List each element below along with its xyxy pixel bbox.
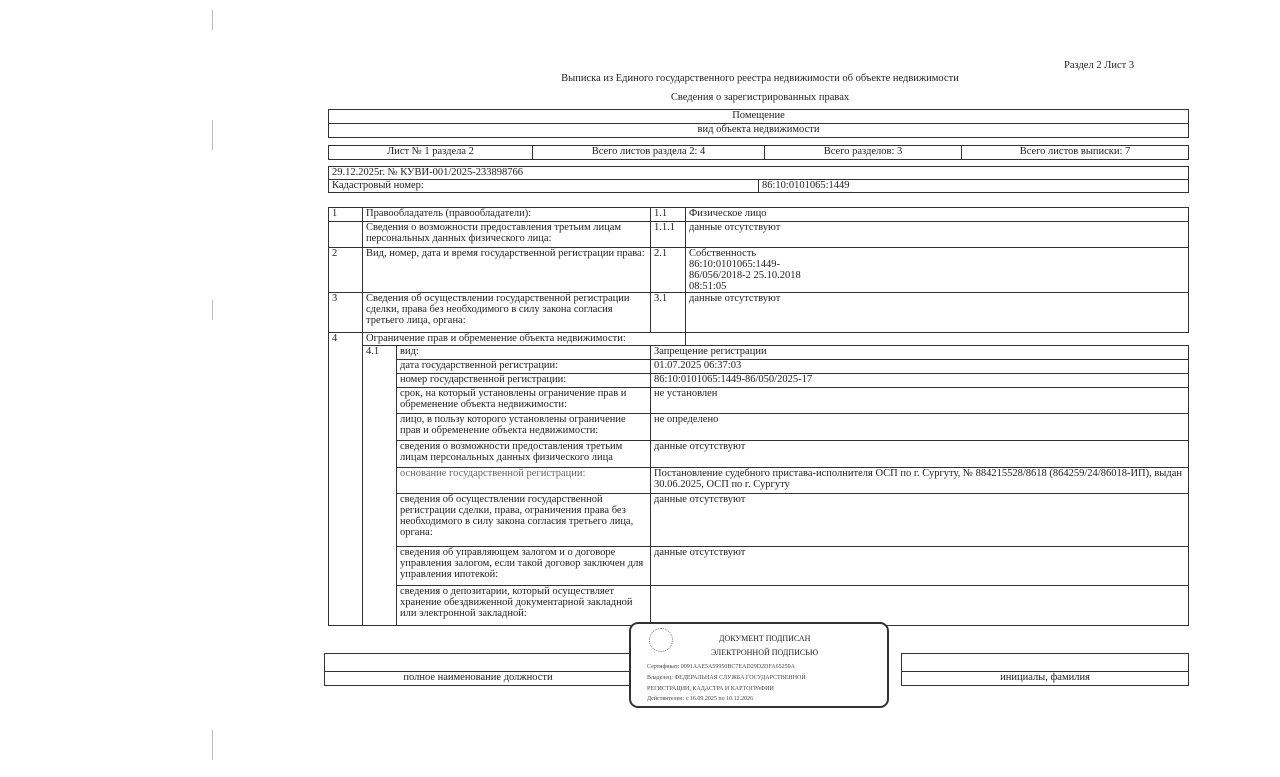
name-label: инициалы, фамилия (902, 672, 1189, 686)
document-title: Выписка из Единого государственного реестра недвижимости об объекте недвижимости (561, 73, 959, 84)
item-value (651, 586, 1189, 626)
stamp-certificate: Сертификат: 0091AAE5A59950BC7EAD29D2DFA65259A (647, 664, 795, 670)
row-code: 1.1.1 (651, 222, 686, 248)
item-label: срок, на который установлены ограничение прав и обременение объекта недвижимости: (397, 388, 651, 414)
object-kind-label: вид объекта недвижимости (329, 124, 1189, 138)
sheet-number: Лист № 1 раздела 2 (329, 146, 533, 160)
row-label: Сведения о возможности предоставления третьим лицам персональных данных физического лица: (363, 222, 651, 248)
stamp-line2: ЭЛЕКТРОННОЙ ПОДПИСЬЮ (711, 648, 819, 657)
row-number: 4 (329, 333, 363, 626)
row-value: Собственность 86:10:0101065:1449-86/056/2018-2 25.10.2018 08:51:05 (686, 248, 1189, 293)
row-value: Физическое лицо (686, 208, 1189, 222)
sheet-info-table (328, 145, 1189, 160)
document-subtitle: Сведения о зарегистрированных правах (670, 92, 850, 103)
rights-table (328, 207, 1189, 626)
row-number: 1 (329, 208, 363, 222)
item-value: 01.07.2025 06:37:03 (651, 360, 1189, 374)
stamp-owner-cont: РЕГИСТРАЦИИ, КАДАСТРА И КАРТОГРАФИИ (647, 686, 774, 692)
item-label: сведения об управляющем залогом и о договоре управления залогом, если такой договор заключен для управления ипотекой: (397, 547, 651, 586)
extract-sheets-total: Всего листов выписки: 7 (962, 146, 1189, 160)
item-value: не установлен (651, 388, 1189, 414)
stamp-validity: Действителен: с 16.09.2025 по 10.12.2026 (647, 696, 754, 702)
page-reference: Раздел 2 Лист 3 (1064, 60, 1135, 71)
row-code: 1.1 (651, 208, 686, 222)
sub-number: 4.1 (363, 346, 397, 626)
emblem-icon (649, 628, 673, 652)
item-value: не определено (651, 414, 1189, 441)
item-label: сведения об осуществлении государственной регистрации сделки, права, ограничения права без необходимого в силу закона согласия третьего лица, органа: (397, 494, 651, 547)
item-label: вид: (397, 346, 651, 360)
row-label: Вид, номер, дата и время государственной регистрации права: (363, 248, 651, 293)
row-code: 2.1 (651, 248, 686, 293)
cadastral-number: 86:10:0101065:1449 (759, 180, 1189, 193)
item-value: Постановление судебного пристава-исполнителя ОСП по г. Сургуту, № 884215528/8618 (864259/24/86018-ИП), выдан 30.06.2025, ОСП по г. Сургуту (651, 468, 1189, 494)
item-value: Запрещение регистрации (651, 346, 1189, 360)
row-label: Правообладатель (правообладатели): (363, 208, 651, 222)
row-label: Сведения об осуществлении государственной регистрации сделки, права без необходимого в силу закона согласия третьего лица, органа: (363, 293, 651, 333)
item-value: данные отсутствуют (651, 441, 1189, 468)
item-value: 86:10:0101065:1449-86/050/2025-17 (651, 374, 1189, 388)
item-label: основание государственной регистрации: (397, 468, 651, 494)
item-label: сведения о возможности предоставления третьим лицам персональных данных физического лица (397, 441, 651, 468)
item-value: данные отсутствуют (651, 547, 1189, 586)
stamp-line1: ДОКУМЕНТ ПОДПИСАН (719, 634, 811, 643)
position-label: полное наименование должности (325, 672, 632, 686)
row-value: данные отсутствуют (686, 293, 1189, 333)
electronic-signature-stamp (629, 622, 889, 708)
row-number (329, 222, 363, 248)
sections-total: Всего разделов: 3 (765, 146, 962, 160)
stamp-owner: Владелец: ФЕДЕРАЛЬНАЯ СЛУЖБА ГОСУДАРСТВЕННОЙ (647, 675, 806, 681)
row-number: 2 (329, 248, 363, 293)
item-value: данные отсутствуют (651, 494, 1189, 547)
row-number: 3 (329, 293, 363, 333)
reference-table (328, 166, 1189, 193)
restriction-label: Ограничение прав и обременение объекта недвижимости: (363, 333, 686, 346)
section-sheets-total: Всего листов раздела 2: 4 (533, 146, 765, 160)
item-label: дата государственной регистрации: (397, 360, 651, 374)
object-table (328, 109, 1189, 138)
item-label: лицо, в пользу которого установлены ограничение прав и обременение объекта недвижимости: (397, 414, 651, 441)
item-label: сведения о депозитарии, который осуществляет хранение обездвиженной документарной закладной или электронной закладной: (397, 586, 651, 626)
item-label: номер государственной регистрации: (397, 374, 651, 388)
cadastral-label: Кадастровый номер: (329, 180, 759, 193)
document-reference: 29.12.2025г. № КУВИ-001/2025-233898766 (329, 167, 1189, 180)
object-name: Помещение (329, 110, 1189, 124)
row-value: данные отсутствуют (686, 222, 1189, 248)
row-code: 3.1 (651, 293, 686, 333)
